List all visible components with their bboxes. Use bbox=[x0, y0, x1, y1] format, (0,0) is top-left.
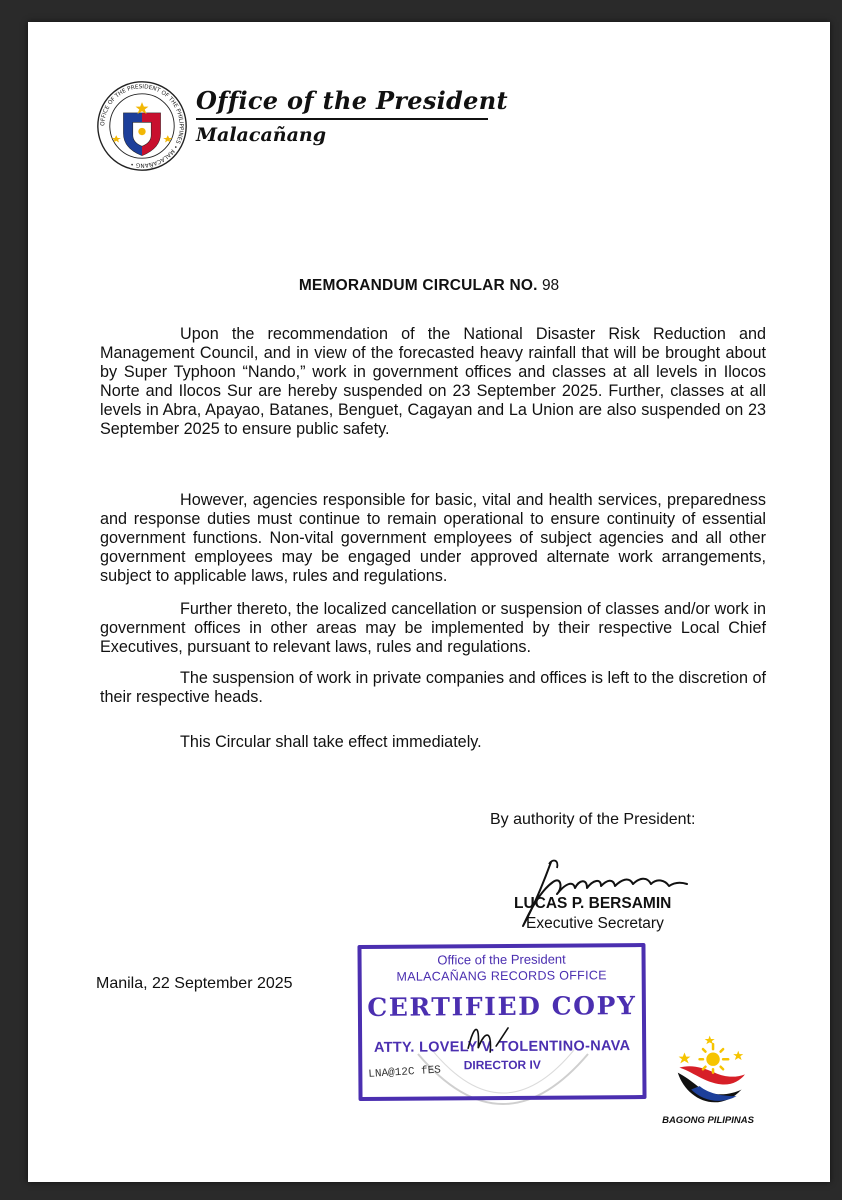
memo-title bbox=[28, 277, 830, 295]
memo-number: 98 bbox=[541, 277, 560, 294]
office-subtitle: Malacañang bbox=[196, 124, 326, 146]
signatory-name: LUCAS P. BERSAMIN bbox=[514, 895, 672, 912]
memo-paragraph-2: However, agencies responsible for basic, vital and health services, preparedness and response duties must continue to remain operational to ensure continuity of essential government functions. Non-vital government employees of subject agencies and all other government employees may be engaged under approved alternate work arrangements, subject to applicable laws, rules and regulations. bbox=[100, 491, 766, 585]
authority-line: By authority of the President: bbox=[490, 811, 696, 828]
stamp-certifier-position: DIRECTOR IV bbox=[463, 1057, 541, 1073]
memo-paragraph-5: This Circular shall take effect immediately. bbox=[180, 733, 482, 751]
stamp-records-office: MALACAÑANG RECORDS OFFICE bbox=[396, 968, 607, 984]
stamp-certified-copy: CERTIFIED COPY bbox=[367, 991, 637, 1022]
place-date: Manila, 22 September 2025 bbox=[96, 975, 293, 992]
header-rule bbox=[196, 118, 488, 120]
bagong-pilipinas-label: BAGONG PILIPINAS bbox=[662, 1115, 754, 1126]
certified-copy-stamp bbox=[357, 943, 646, 1101]
stamp-office: Office of the President bbox=[437, 951, 566, 968]
memo-paragraph-4: The suspension of work in private companies and offices is left to the discretion of their respective heads. bbox=[100, 669, 766, 706]
bagong-pilipinas-logo-icon bbox=[666, 1034, 750, 1118]
svg-text:OFFICE OF THE PRESIDENT OF THE: OFFICE OF THE PRESIDENT OF THE PHILIPPINES • MALACAÑANG • bbox=[100, 84, 184, 168]
presidential-seal-icon bbox=[96, 80, 188, 172]
signatory-position: Executive Secretary bbox=[526, 915, 664, 932]
memo-title-label: MEMORANDUM CIRCULAR NO. bbox=[298, 277, 538, 294]
memo-paragraph-1: Upon the recommendation of the National Disaster Risk Reduction and Management Council, and in view of the forecasted heavy rainfall that will be brought about by Super Typhoon “Nando,” work in government offices and classes at all levels in Ilocos Norte and Ilocos Sur are hereby suspended on 23 September 2025. Further, classes at all levels in Abra, Apayao, Batanes, Benguet, Cagayan and La Union are also suspended on 23 September 2025 to ensure public safety. bbox=[100, 325, 766, 438]
memo-paragraph-3: Further thereto, the localized cancellation or suspension of classes and/or work in government offices in other areas may be implemented by their respective Local Chief Executives, pursuant to relevant laws, rules and regulations. bbox=[100, 600, 766, 656]
stamp-handwritten-note: LNA@12C fES bbox=[368, 1064, 442, 1081]
stamp-initials-icon bbox=[458, 1018, 518, 1058]
document-page bbox=[28, 22, 830, 1182]
stamp-certifier-name: ATTY. LOVELY V. TOLENTINO-NAVA bbox=[373, 1038, 631, 1056]
office-title: Office of the President bbox=[196, 86, 508, 115]
